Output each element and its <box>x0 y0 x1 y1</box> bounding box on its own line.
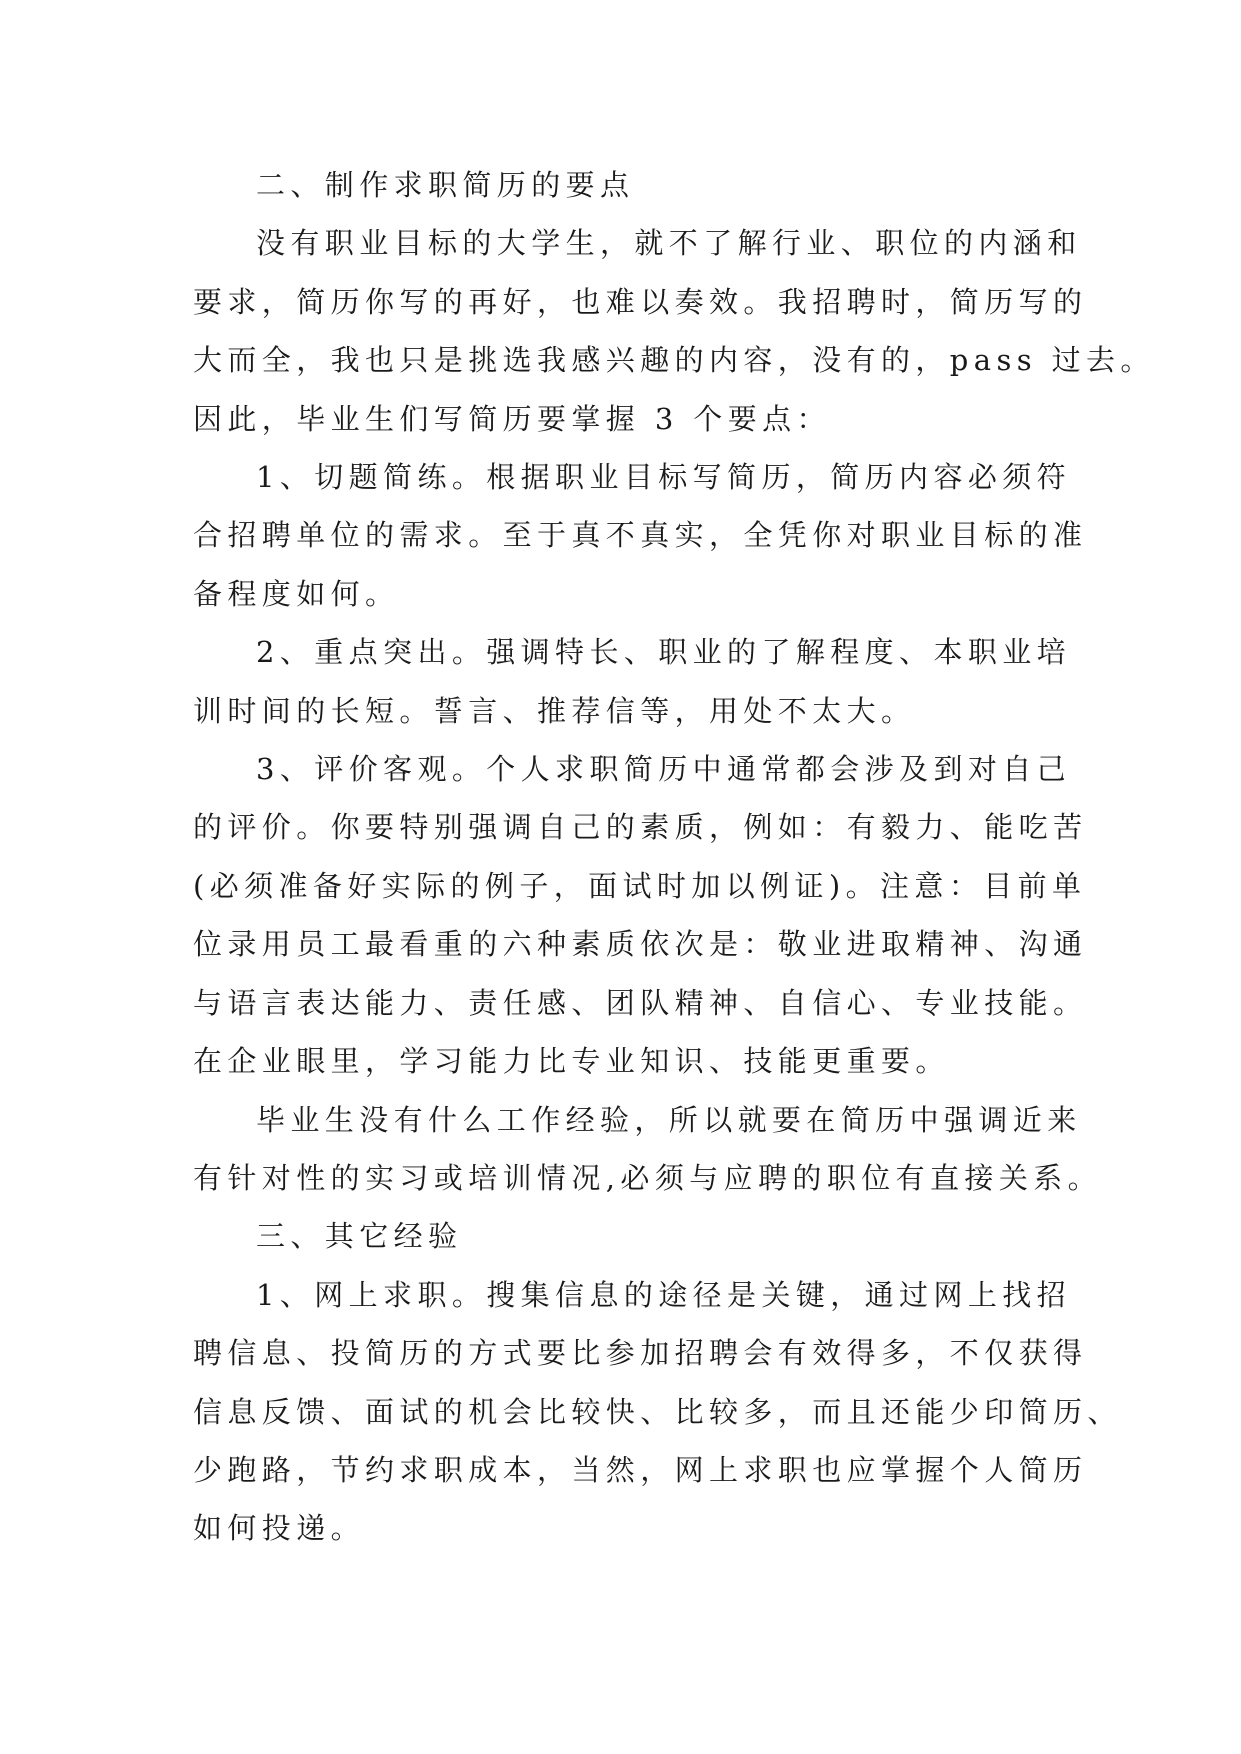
paragraph <box>193 623 1072 740</box>
text-line: 3、评价客观。个人求职简历中通常都会涉及到对自己 <box>256 752 1072 787</box>
text-line: 大而全，我也只是挑选我感兴趣的内容，没有的，pass 过去。 <box>193 343 1155 378</box>
text-line: 信息反馈、面试的机会比较快、比较多，而且还能少印简历、 <box>193 1394 1122 1429</box>
text-line: 位录用员工最看重的六种素质依次是：敬业进取精神、沟通 <box>193 927 1088 962</box>
text-line: 要求，简历你写的再好，也难以奏效。我招聘时，简历写的 <box>193 284 1088 319</box>
text-line: 1、网上求职。搜集信息的途径是关键，通过网上找招 <box>256 1277 1072 1312</box>
text-line: 与语言表达能力、责任感、团队精神、自信心、专业技能。 <box>193 985 1088 1020</box>
text-line: 的评价。你要特别强调自己的素质，例如：有毅力、能吃苦 <box>193 810 1088 845</box>
paragraph <box>193 214 1155 448</box>
section-heading <box>193 1207 1053 1265</box>
text-line: 2、重点突出。强调特长、职业的了解程度、本职业培 <box>256 635 1072 670</box>
paragraph <box>193 740 1088 1090</box>
document-body <box>193 156 1155 1558</box>
text-line: 二、制作求职简历的要点 <box>256 168 635 202</box>
paragraph <box>193 448 1088 623</box>
text-line: 三、其它经验 <box>256 1219 463 1254</box>
text-line: 备程度如何。 <box>193 576 400 611</box>
text-line: 没有职业目标的大学生，就不了解行业、职位的内涵和 <box>256 226 1082 261</box>
text-line: 聘信息、投简历的方式要比参加招聘会有效得多，不仅获得 <box>193 1336 1088 1371</box>
text-line: 1、切题简练。根据职业目标写简历，简历内容必须符 <box>256 460 1072 495</box>
text-line: 训时间的长短。誓言、推荐信等，用处不太大。 <box>193 693 916 728</box>
text-line: 在企业眼里，学习能力比专业知识、技能更重要。 <box>193 1044 950 1079</box>
text-line: 如何投递。 <box>193 1511 366 1546</box>
text-line: (必须准备好实际的例子，面试时加以例证)。注意：目前单 <box>193 868 1087 903</box>
text-line: 少跑路，节约求职成本，当然，网上求职也应掌握个人简历 <box>193 1452 1088 1487</box>
section-heading <box>193 156 1053 214</box>
text-line: 毕业生没有什么工作经验，所以就要在简历中强调近来 <box>256 1102 1082 1137</box>
paragraph <box>193 1091 1103 1208</box>
text-line: 合招聘单位的需求。至于真不真实，全凭你对职业目标的准 <box>193 518 1088 553</box>
text-line: 有针对性的实习或培训情况,必须与应聘的职位有直接关系。 <box>193 1160 1103 1195</box>
text-line: 因此，毕业生们写简历要掌握 3 个要点： <box>193 401 831 436</box>
paragraph <box>193 1266 1122 1558</box>
